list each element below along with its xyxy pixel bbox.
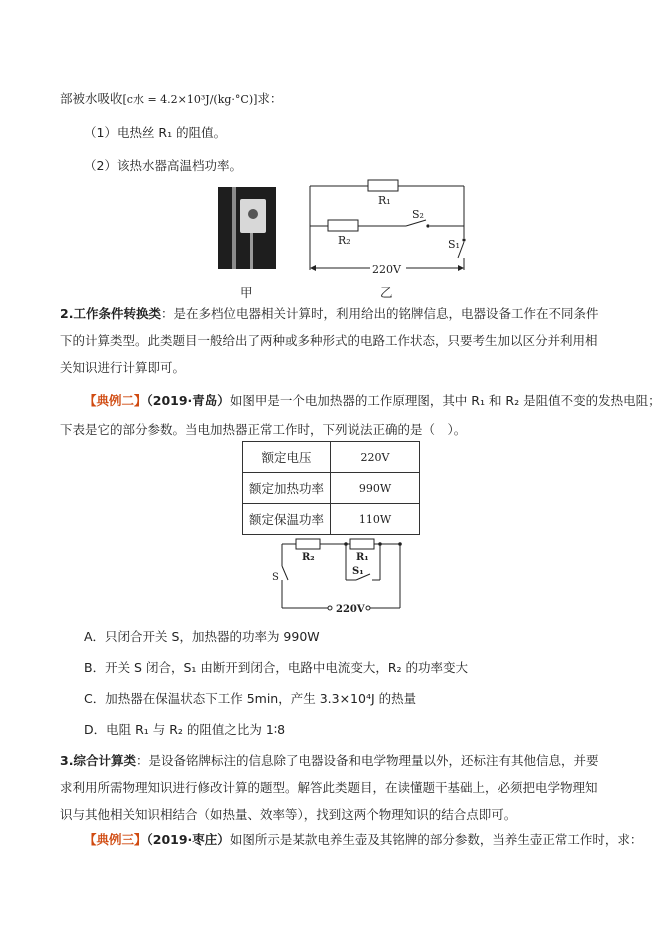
terminal-left — [328, 606, 332, 610]
spec-key: 额定保温功率 — [243, 504, 331, 535]
intro-prefix: 部被水吸收 — [60, 91, 123, 106]
label-s: S — [272, 572, 279, 583]
section3-paragraph — [60, 747, 605, 828]
resistor-r2 — [296, 539, 320, 549]
section3-title: 3.综合计算类 — [60, 753, 136, 768]
figure2-circuit — [272, 536, 416, 616]
label-s1: S₁ — [352, 566, 364, 577]
resistor-r2 — [328, 220, 358, 231]
label-r1: R₁ — [356, 552, 369, 563]
option-a: A．只闭合开关 S，加热器的功率为 990W — [84, 629, 320, 644]
photo-heater-dial — [248, 209, 258, 219]
spec-value: 990W — [331, 473, 420, 504]
label-r2: R₂ — [338, 234, 351, 247]
s1-contact — [462, 238, 465, 241]
label-voltage: 220V — [372, 263, 401, 276]
option-c: C．加热器在保温状态下工作 5min，产生 3.3×10⁴J 的热量 — [84, 691, 417, 706]
table-row — [243, 504, 420, 535]
example2-line2: 下表是它的部分参数。当电加热器正常工作时，下列说法正确的是（ ）。 — [60, 422, 467, 437]
figure1-circuit — [302, 180, 472, 280]
example2-tag: 【典例二】 — [84, 393, 147, 408]
water-heater-photo — [218, 187, 276, 269]
photo-pipe-lower — [250, 233, 253, 269]
voltage-arrowhead-right — [458, 265, 464, 271]
s2-contact — [426, 224, 429, 227]
spec-key: 额定加热功率 — [243, 473, 331, 504]
option-b: B．开关 S 闭合，S₁ 由断开到闭合，电路中电流变大，R₂ 的功率变大 — [84, 660, 469, 675]
table-row — [243, 473, 420, 504]
label-r2: R₂ — [302, 552, 315, 563]
label-r1: R₁ — [378, 194, 391, 207]
section2-paragraph — [60, 300, 605, 381]
spec-key: 额定电压 — [243, 442, 331, 473]
intro-suffix: 求： — [257, 91, 283, 106]
option-d: D．电阻 R₁ 与 R₂ 的阻值之比为 1∶8 — [84, 722, 286, 737]
question-2: （2）该热水器高温档功率。 — [84, 158, 242, 173]
figure1-photo-label: 甲 — [240, 285, 253, 300]
example3-text: 如图所示是某款电养生壶及其铭牌的部分参数，当养生壶正常工作时，求： — [229, 832, 643, 847]
question-1: （1）电热丝 R₁ 的阻值。 — [84, 125, 227, 140]
section3-body: ：是设备铭牌标注的信息除了电器设备和电学物理量以外，还标注有其他信息，并要求利用所需物理知识进行修改计算的题型。解答此类题目，在读懂题干基础上，必须把电学物理知识与其他相关知识相结合（如热量、效率等），找到这两个物理知识的结合点即可。 — [60, 753, 599, 822]
spec-table — [242, 441, 420, 535]
junction — [344, 542, 348, 546]
example2-source: （2019·青岛） — [146, 393, 230, 408]
example3-line — [84, 830, 642, 848]
resistor-r1 — [350, 539, 374, 549]
switch-s-blade — [282, 566, 288, 580]
label-voltage: 220V — [336, 604, 365, 615]
terminal-right — [366, 606, 370, 610]
example2-line1 — [84, 391, 661, 409]
example2-text1: 如图甲是一个电加热器的工作原理图，其中 R₁ 和 R₂ 是阻值不变的发热电阻； — [229, 393, 661, 408]
photo-pipe — [232, 187, 236, 269]
junction — [398, 542, 402, 546]
figure1-circuit-label: 乙 — [380, 285, 393, 300]
intro-line — [60, 89, 282, 107]
section2-body: ：是在多档位电器相关计算时，利用给出的铭牌信息，电器设备工作在不同条件下的计算类型。此类题目一般给出了两种或多种形式的电路工作状态，只要考生加以区分并利用相关知识进行计算即可。 — [60, 306, 599, 375]
label-s2: S₂ — [412, 208, 424, 221]
example3-tag: 【典例三】 — [84, 832, 147, 847]
label-s1: S₁ — [448, 238, 460, 251]
spec-value: 220V — [331, 442, 420, 473]
section2-title: 2.工作条件转换类 — [60, 306, 161, 321]
specific-heat-formula: [c水 = 4.2×10³J/(kg·°C)] — [122, 93, 258, 106]
resistor-r1 — [368, 180, 398, 191]
example3-source: （2019·枣庄） — [146, 832, 230, 847]
voltage-arrowhead-left — [310, 265, 316, 271]
table-row — [243, 442, 420, 473]
spec-value: 110W — [331, 504, 420, 535]
junction — [378, 542, 382, 546]
